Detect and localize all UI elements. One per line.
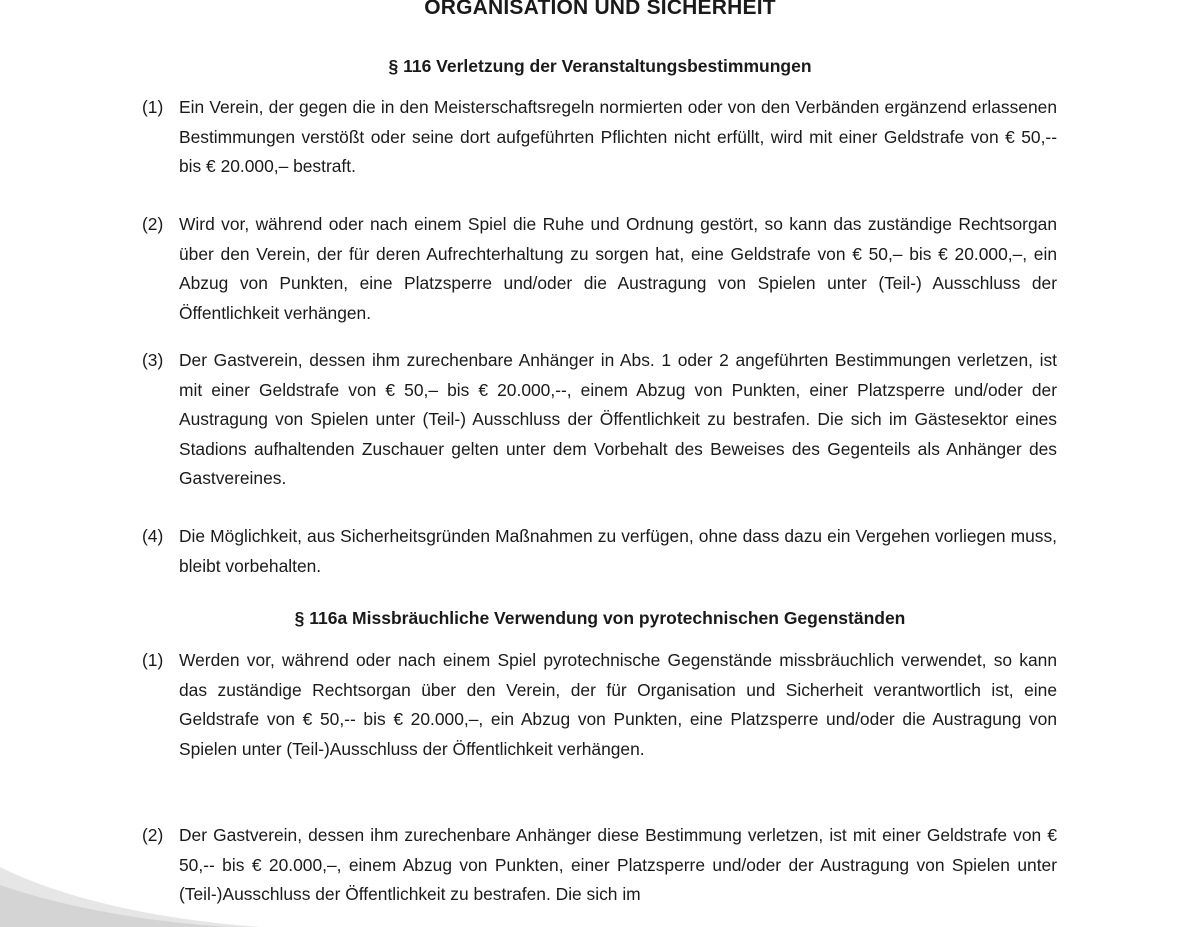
paragraph-116a-1 xyxy=(142,646,1057,764)
section-title-116a: § 116a Missbräuchliche Verwendung von pyrotechnischen Gegenständen xyxy=(294,608,906,628)
paragraph-116a-2 xyxy=(142,821,1057,910)
section-title-116: § 116 Verletzung der Veranstaltungsbestimmungen xyxy=(388,56,812,76)
paragraph-text: Die Möglichkeit, aus Sicherheitsgründen Maßnahmen zu verfügen, ohne dass dazu ein Vergehen vorliegen muss, bleibt vorbehalten. xyxy=(179,526,1057,576)
paragraph-number: (1) xyxy=(142,97,164,117)
paragraph-number: (2) xyxy=(142,214,164,234)
paragraph-116-2 xyxy=(142,210,1057,328)
chapter-title: ORGANISATION UND SICHERHEIT xyxy=(424,0,776,19)
paragraph-number: (2) xyxy=(142,825,164,845)
paragraph-number: (1) xyxy=(142,650,164,670)
paragraph-116-4 xyxy=(142,522,1057,581)
paragraph-116-1 xyxy=(142,93,1057,182)
paragraph-text: Ein Verein, der gegen die in den Meisterschaftsregeln normierten oder von den Verbänden ergänzend erlassenen Bestimmungen verstößt oder seine dort aufgeführten Pflichten nicht erfüllt, wird mit einer Geldstrafe von € 50,-- bis € 20.000,– bestraft. xyxy=(179,97,1057,176)
paragraph-116-3 xyxy=(142,346,1057,494)
paragraph-number: (4) xyxy=(142,526,164,546)
decorative-swoosh-icon xyxy=(0,867,260,927)
paragraph-text: Werden vor, während oder nach einem Spiel pyrotechnische Gegenstände missbräuchlich verwendet, so kann das zuständige Rechtsorgan über den Verein, der für Organisation und Sicherheit verantwortlich ist, eine Geldstrafe von € 50,-- bis € 20.000,–, ein Abzug von Punkten, eine Platzsperre und/oder die Austragung von Spielen unter (Teil-)Ausschluss der Öffentlichkeit verhängen. xyxy=(179,650,1057,759)
paragraph-number: (3) xyxy=(142,350,164,370)
paragraph-text: Der Gastverein, dessen ihm zurechenbare Anhänger diese Bestimmung verletzen, ist mit einer Geldstrafe von € 50,-- bis € 20.000,–, einem Abzug von Punkten, einer Platzsperre und/oder der Austragung von Spielen unter (Teil-)Ausschluss der Öffentlichkeit zu bestrafen. Die sich im xyxy=(179,825,1057,904)
paragraph-text: Wird vor, während oder nach einem Spiel die Ruhe und Ordnung gestört, so kann das zuständige Rechtsorgan über den Verein, der für deren Aufrechterhaltung zu sorgen hat, eine Geldstrafe von € 50,– bis € 20.000,–, ein Abzug von Punkten, eine Platzsperre und/oder die Austragung von Spielen unter (Teil-) Ausschluss der Öffentlichkeit verhängen. xyxy=(179,214,1057,323)
paragraph-text: Der Gastverein, dessen ihm zurechenbare Anhänger in Abs. 1 oder 2 angeführten Bestimmungen verletzen, ist mit einer Geldstrafe von € 50,– bis € 20.000,--, einem Abzug von Punkten, einer Platzsperre und/oder der Austragung von Spielen unter (Teil-) Ausschluss der Öffentlichkeit zu bestrafen. Die sich im Gästesektor eines Stadions aufhaltenden Zuschauer gelten unter dem Vorbehalt des Beweises des Gegenteils als Anhänger des Gastvereines. xyxy=(179,350,1057,488)
